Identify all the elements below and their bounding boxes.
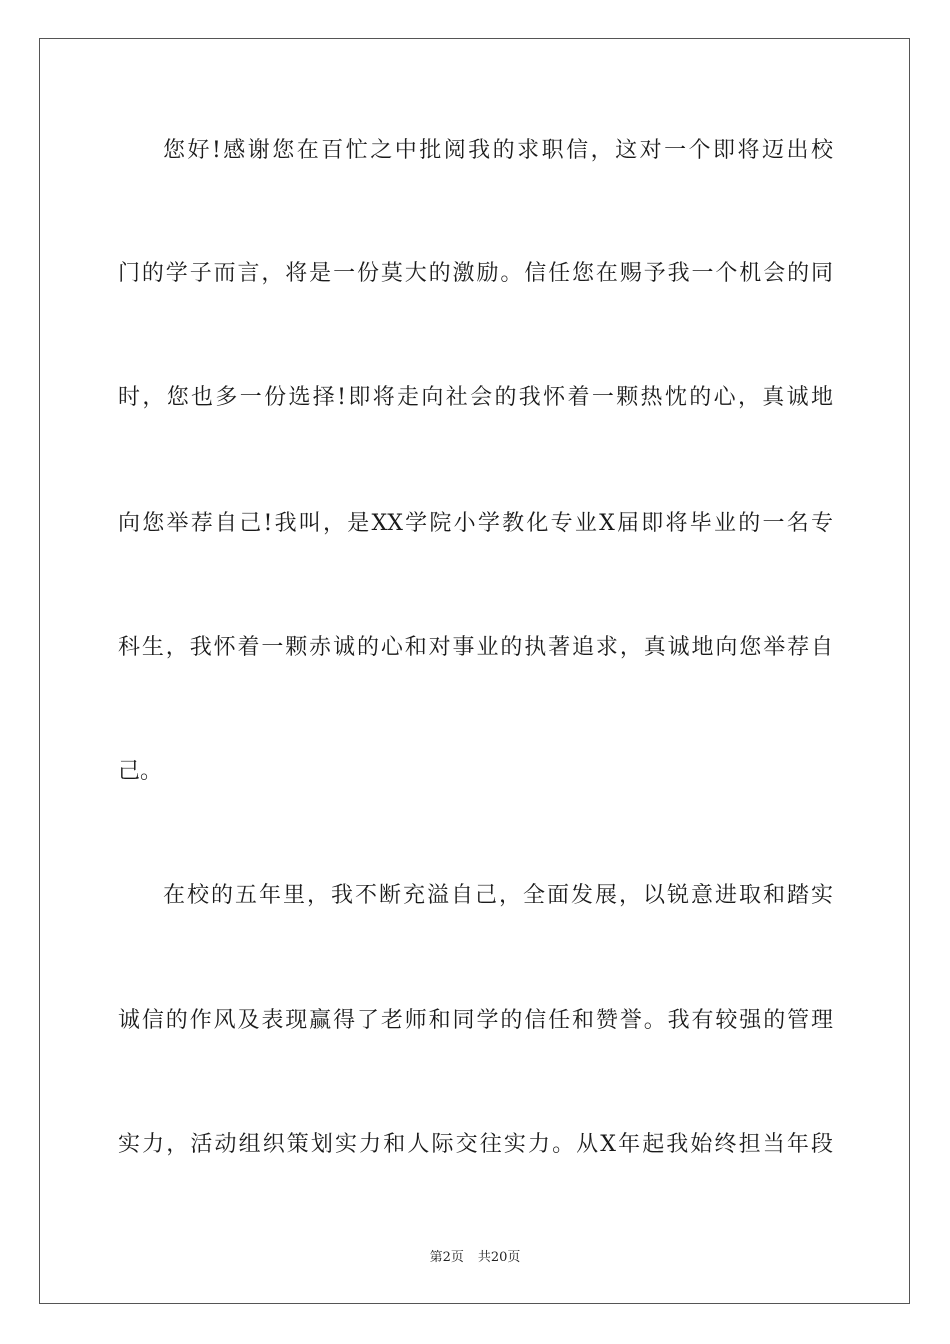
paragraph-line: 时，您也多一份选择!即将走向社会的我怀着一颗热忱的心，真诚地 [118,385,833,410]
paragraph-line: 您好!感谢您在百忙之中批阅我的求职信，这对一个即将迈出校 [163,138,833,163]
paragraph-line: 己。 [118,759,163,784]
paragraph-line: 门的学子而言，将是一份莫大的激励。信任您在赐予我一个机会的同 [118,261,833,286]
page-total: 共20页 [477,1250,521,1265]
paragraph-line: 诚信的作风及表现赢得了老师和同学的信任和赞誉。我有较强的管理 [118,1008,833,1033]
page-border [39,38,910,1304]
paragraph-line: 实力，活动组织策划实力和人际交往实力。从X年起我始终担当年段 [118,1132,833,1157]
page-number: 第2页 [429,1250,464,1265]
paragraph-line: 科生，我怀着一颗赤诚的心和对事业的执著追求，真诚地向您举荐自 [118,635,833,660]
page-footer [0,1246,950,1265]
paragraph-line: 向您举荐自己!我叫，是XX学院小学教化专业X届即将毕业的一名专 [118,511,833,536]
paragraph-line: 在校的五年里，我不断充溢自己，全面发展，以锐意进取和踏实 [163,883,833,908]
